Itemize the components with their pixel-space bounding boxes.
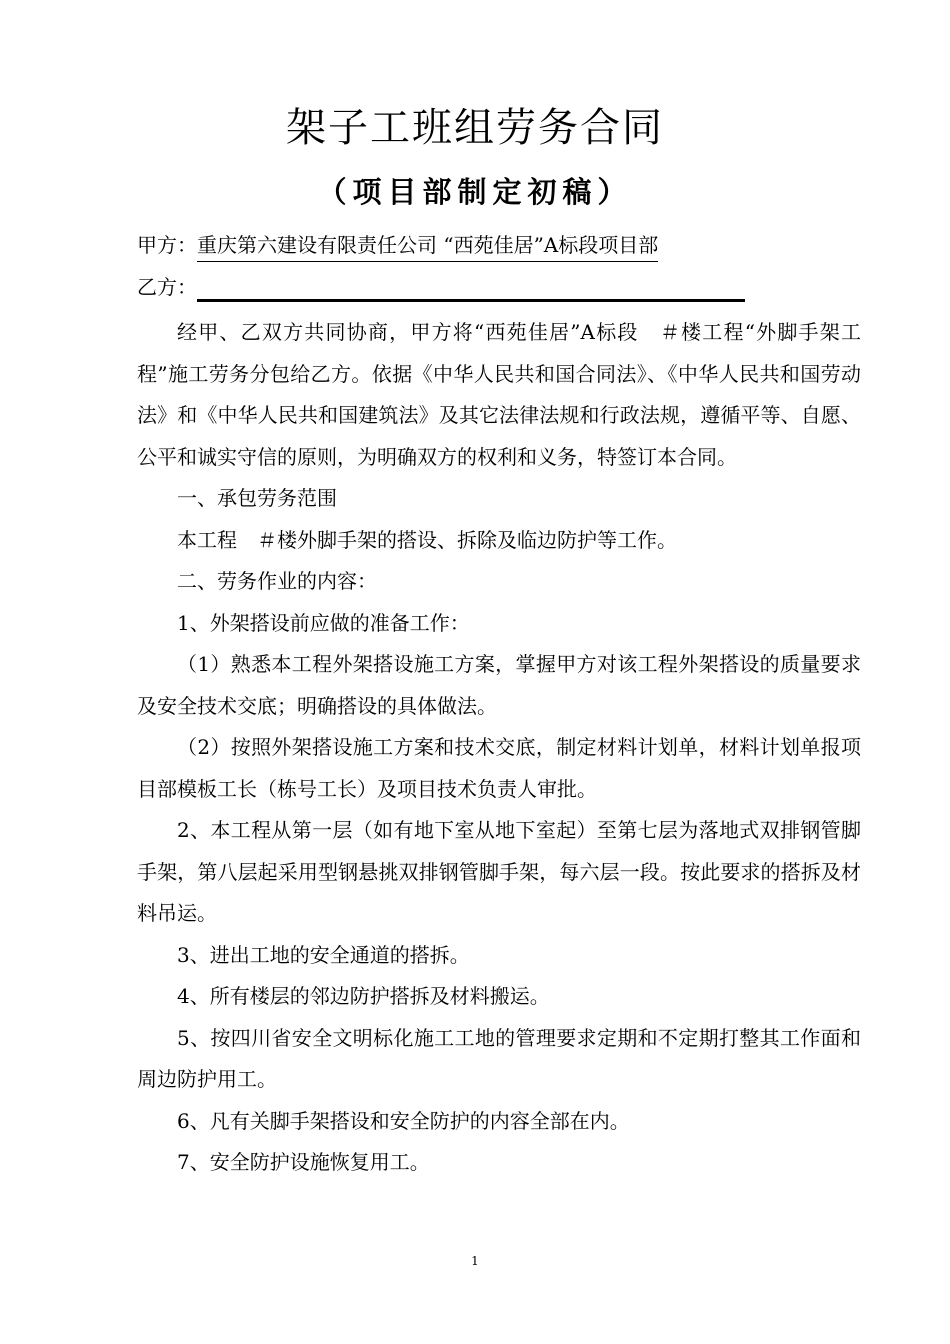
intro-paragraph: 经甲、乙双方共同协商，甲方将“西苑佳居”A标段 ＃楼工程“外脚手架工程”施工劳务分包给乙方。依据《中华人民共和国合同法》、《中华人民共和国劳动法》和《中华人民共和国建筑法》及其它法律法规和行政法规，遵循平等、自愿、公平和诚实守信的原则，为明确双方的权利和义务，特签订本合同。	[137, 320, 861, 469]
party-a-value: 重庆第六建设有限责任公司 “西苑佳居”A标段项目部	[197, 230, 658, 262]
paragraph: （1）熟悉本工程外架搭设施工方案，掌握甲方对该工程外架搭设的质量要求及安全技术交底；明确搭设的具体做法。	[137, 652, 861, 718]
page-number: 1	[471, 1254, 479, 1268]
paragraph: 1、外架搭设前应做的准备工作：	[177, 610, 470, 635]
document-title: 架子工班组劳务合同	[286, 105, 664, 151]
paragraph: 4、所有楼层的邻边防护搭拆及材料搬运。	[177, 984, 550, 1008]
paragraph: （2）按照外架搭设施工方案和技术交底，制定材料计划单，材料计划单报项目部模板工长（栋号工长）及项目技术负责人审批。	[137, 735, 861, 801]
paragraph: 6、凡有关脚手架搭设和安全防护的内容全部在内。	[177, 1108, 630, 1133]
party-a-line	[137, 230, 658, 262]
section-heading-scope: 一、承包劳务范围	[177, 486, 337, 510]
party-b-label: 乙方：	[137, 275, 197, 299]
party-a-label: 甲方：	[137, 233, 197, 257]
paragraph: 7、安全防护设施恢复用工。	[177, 1150, 430, 1174]
section-heading-content: 二、劳务作业的内容：	[177, 569, 377, 593]
paragraph: 2、本工程从第一层（如有地下室从地下室起）至第七层为落地式双排钢管脚手架，第八层起采用型钢悬挑双排钢管脚手架，每六层一段。按此要求的搭拆及材料吊运。	[137, 818, 861, 925]
paragraph: 5、按四川省安全文明标化施工工地的管理要求定期和不定期打整其工作面和周边防护用工。	[137, 1025, 861, 1091]
party-b-line	[137, 272, 745, 302]
document-subtitle: （项目部制定初稿）	[317, 175, 633, 209]
paragraph: 本工程 ＃楼外脚手架的搭设、拆除及临边防护等工作。	[177, 527, 677, 552]
paragraph: 3、进出工地的安全通道的搭拆。	[177, 942, 470, 967]
contract-body	[137, 312, 861, 1184]
party-b-blank	[197, 273, 745, 302]
